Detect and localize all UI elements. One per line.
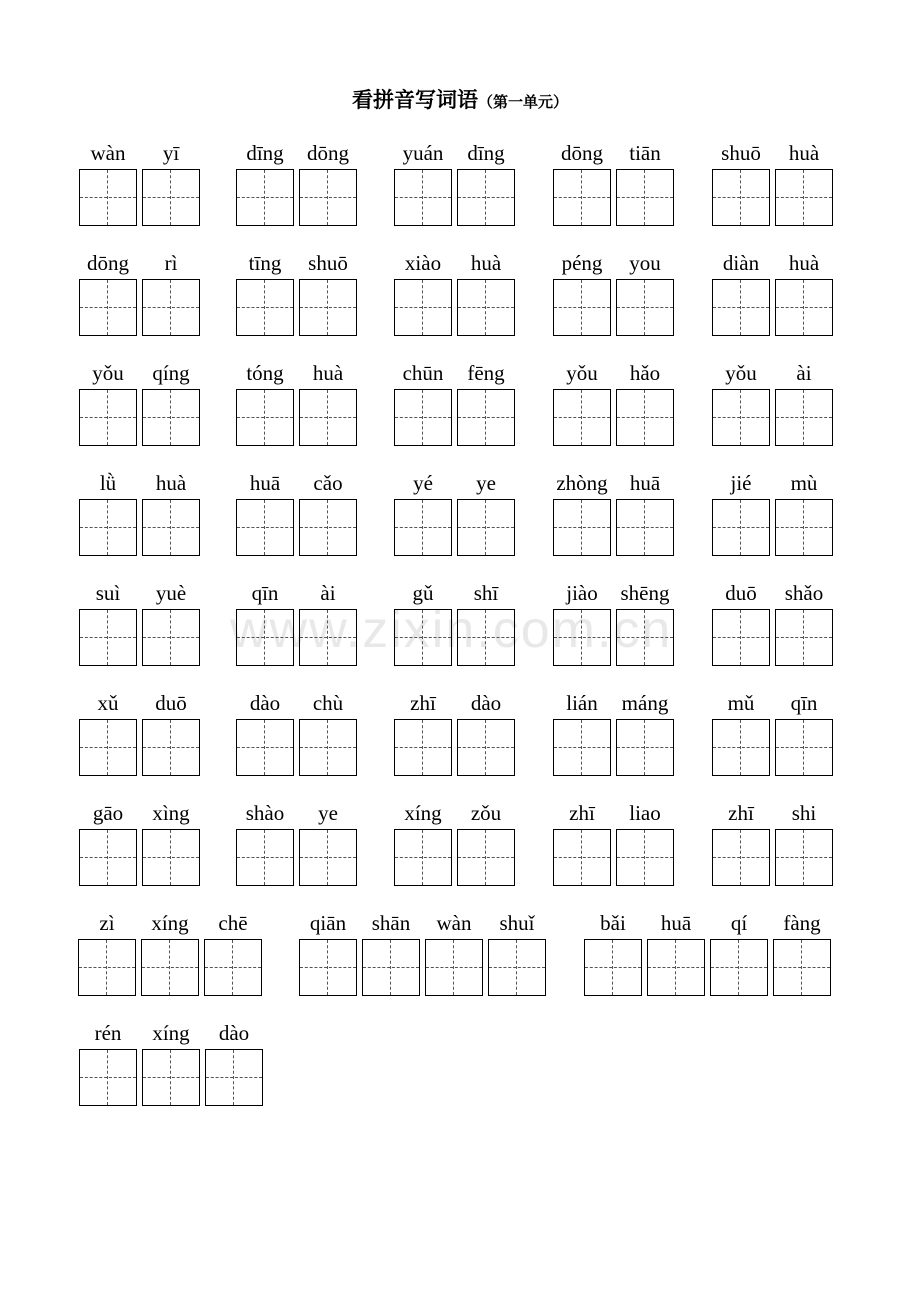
pinyin-label: yǒu <box>92 361 124 385</box>
tianzige-box[interactable] <box>647 939 705 996</box>
tianzige-box[interactable] <box>394 499 452 556</box>
guide-line-horizontal <box>237 637 293 638</box>
pinyin-label: tīng <box>248 251 282 275</box>
guide-line-horizontal <box>205 967 261 968</box>
pinyin-label: dōng <box>307 141 349 165</box>
guide-line-horizontal <box>617 307 673 308</box>
tianzige-box[interactable] <box>616 719 674 776</box>
tianzige-box[interactable] <box>79 719 137 776</box>
guide-line-horizontal <box>776 527 832 528</box>
pinyin-label: wàn <box>436 911 472 935</box>
pinyin-label: yī <box>162 141 180 165</box>
guide-line-horizontal <box>617 637 673 638</box>
pinyin-label: gāo <box>92 801 124 825</box>
tianzige-box[interactable] <box>141 939 199 996</box>
tianzige-box[interactable] <box>236 499 294 556</box>
guide-line-horizontal <box>395 747 451 748</box>
tianzige-box[interactable] <box>425 939 483 996</box>
tianzige-box[interactable] <box>712 719 770 776</box>
pinyin-label: chē <box>218 911 248 935</box>
tianzige-box[interactable] <box>394 279 452 336</box>
tianzige-box[interactable] <box>142 499 200 556</box>
guide-line-horizontal <box>458 197 514 198</box>
guide-line-horizontal <box>776 307 832 308</box>
tianzige-box[interactable] <box>142 829 200 886</box>
guide-line-horizontal <box>143 857 199 858</box>
pinyin-label: tiān <box>629 141 661 165</box>
tianzige-box[interactable] <box>553 169 611 226</box>
guide-line-horizontal <box>713 197 769 198</box>
guide-line-horizontal <box>143 307 199 308</box>
tianzige-box[interactable] <box>775 389 833 446</box>
guide-line-horizontal <box>395 197 451 198</box>
pinyin-label: huà <box>788 141 820 165</box>
tianzige-box[interactable] <box>553 829 611 886</box>
guide-line-horizontal <box>237 527 293 528</box>
tianzige-box[interactable] <box>204 939 262 996</box>
guide-line-horizontal <box>426 967 482 968</box>
pinyin-label: xiào <box>404 251 442 275</box>
pinyin-label: yuán <box>402 141 444 165</box>
pinyin-label: gǔ <box>412 581 434 605</box>
tianzige-box[interactable] <box>710 939 768 996</box>
tianzige-box[interactable] <box>236 609 294 666</box>
tianzige-box[interactable] <box>362 939 420 996</box>
pinyin-label: yǒu <box>566 361 598 385</box>
guide-line-horizontal <box>776 857 832 858</box>
tianzige-box[interactable] <box>775 169 833 226</box>
pinyin-label: fēng <box>467 361 505 385</box>
tianzige-box[interactable] <box>394 389 452 446</box>
pinyin-label: huà <box>312 361 344 385</box>
pinyin-label: you <box>629 251 661 275</box>
guide-line-horizontal <box>80 197 136 198</box>
guide-line-horizontal <box>395 527 451 528</box>
pinyin-label: zhī <box>569 801 595 825</box>
guide-line-horizontal <box>237 417 293 418</box>
pinyin-label: jiào <box>566 581 598 605</box>
tianzige-box[interactable] <box>775 279 833 336</box>
pinyin-label: duō <box>725 581 757 605</box>
tianzige-box[interactable] <box>394 169 452 226</box>
tianzige-box[interactable] <box>299 389 357 446</box>
guide-line-horizontal <box>395 417 451 418</box>
pinyin-label: shuō <box>308 251 348 275</box>
pinyin-label: liao <box>629 801 661 825</box>
pinyin-label: dào <box>470 691 502 715</box>
tianzige-box[interactable] <box>79 499 137 556</box>
guide-line-horizontal <box>237 197 293 198</box>
tianzige-box[interactable] <box>457 389 515 446</box>
tianzige-box[interactable] <box>457 609 515 666</box>
pinyin-label: dīng <box>246 141 284 165</box>
guide-line-horizontal <box>713 307 769 308</box>
pinyin-label: zhī <box>410 691 436 715</box>
tianzige-box[interactable] <box>616 609 674 666</box>
title-main: 看拼音写词语 <box>351 87 478 112</box>
pinyin-label: rén <box>94 1021 122 1045</box>
tianzige-box[interactable] <box>236 829 294 886</box>
tianzige-box[interactable] <box>299 719 357 776</box>
guide-line-horizontal <box>458 307 514 308</box>
pinyin-label: rì <box>164 251 178 275</box>
guide-line-horizontal <box>143 747 199 748</box>
tianzige-box[interactable] <box>236 169 294 226</box>
pinyin-label: ye <box>476 471 496 495</box>
guide-line-horizontal <box>300 197 356 198</box>
pinyin-label: jié <box>730 471 752 495</box>
tianzige-box[interactable] <box>394 609 452 666</box>
tianzige-box[interactable] <box>236 719 294 776</box>
guide-line-horizontal <box>713 527 769 528</box>
pinyin-label: huà <box>155 471 187 495</box>
guide-line-horizontal <box>300 967 356 968</box>
title-unit: （第一单元） <box>477 93 568 111</box>
tianzige-box[interactable] <box>142 279 200 336</box>
pinyin-label: diàn <box>722 251 760 275</box>
pinyin-label: xíng <box>151 911 189 935</box>
pinyin-label: chūn <box>402 361 444 385</box>
pinyin-label: yé <box>413 471 433 495</box>
tianzige-box[interactable] <box>553 389 611 446</box>
guide-line-horizontal <box>143 637 199 638</box>
pinyin-label: zhòng <box>556 471 608 495</box>
tianzige-box[interactable] <box>236 389 294 446</box>
guide-line-horizontal <box>458 747 514 748</box>
pinyin-label: bǎi <box>600 911 626 935</box>
tianzige-box[interactable] <box>712 829 770 886</box>
guide-line-horizontal <box>79 967 135 968</box>
tianzige-box[interactable] <box>394 719 452 776</box>
tianzige-box[interactable] <box>142 719 200 776</box>
pinyin-label: yǒu <box>725 361 757 385</box>
pinyin-label: ài <box>320 581 336 605</box>
tianzige-box[interactable] <box>712 609 770 666</box>
tianzige-box[interactable] <box>236 279 294 336</box>
pinyin-label: dào <box>249 691 281 715</box>
tianzige-box[interactable] <box>142 1049 200 1106</box>
tianzige-box[interactable] <box>205 1049 263 1106</box>
guide-line-horizontal <box>554 527 610 528</box>
guide-line-horizontal <box>142 967 198 968</box>
guide-line-horizontal <box>776 747 832 748</box>
guide-line-horizontal <box>713 637 769 638</box>
pinyin-label: xǔ <box>97 691 119 715</box>
pinyin-label: huà <box>470 251 502 275</box>
tianzige-box[interactable] <box>553 279 611 336</box>
tianzige-box[interactable] <box>142 169 200 226</box>
tianzige-box[interactable] <box>457 719 515 776</box>
tianzige-box[interactable] <box>299 939 357 996</box>
guide-line-horizontal <box>143 197 199 198</box>
tianzige-box[interactable] <box>79 169 137 226</box>
guide-line-horizontal <box>776 417 832 418</box>
guide-line-horizontal <box>363 967 419 968</box>
guide-line-horizontal <box>458 417 514 418</box>
guide-line-horizontal <box>554 307 610 308</box>
guide-line-horizontal <box>143 1077 199 1078</box>
guide-line-horizontal <box>648 967 704 968</box>
tianzige-box[interactable] <box>299 169 357 226</box>
pinyin-label: suì <box>95 581 121 605</box>
guide-line-horizontal <box>554 637 610 638</box>
pinyin-label: shēng <box>620 581 670 605</box>
guide-line-horizontal <box>458 857 514 858</box>
tianzige-box[interactable] <box>457 829 515 886</box>
guide-line-horizontal <box>80 417 136 418</box>
tianzige-box[interactable] <box>79 389 137 446</box>
pinyin-label: xíng <box>404 801 442 825</box>
guide-line-horizontal <box>300 527 356 528</box>
guide-line-horizontal <box>713 857 769 858</box>
guide-line-horizontal <box>395 307 451 308</box>
pinyin-label: xìng <box>152 801 190 825</box>
tianzige-box[interactable] <box>775 609 833 666</box>
page-title <box>0 84 920 114</box>
pinyin-label: huā <box>629 471 661 495</box>
tianzige-box[interactable] <box>457 499 515 556</box>
pinyin-label: cǎo <box>313 471 343 495</box>
tianzige-box[interactable] <box>488 939 546 996</box>
tianzige-box[interactable] <box>553 719 611 776</box>
guide-line-horizontal <box>300 637 356 638</box>
guide-line-horizontal <box>489 967 545 968</box>
tianzige-box[interactable] <box>299 829 357 886</box>
pinyin-label: fàng <box>783 911 821 935</box>
pinyin-label: dōng <box>561 141 603 165</box>
pinyin-label: zì <box>99 911 115 935</box>
pinyin-label: péng <box>561 251 603 275</box>
guide-line-horizontal <box>774 967 830 968</box>
pinyin-label: huà <box>788 251 820 275</box>
guide-line-horizontal <box>80 307 136 308</box>
watermark: www.zixin.com.cn <box>230 601 673 659</box>
pinyin-label: xíng <box>152 1021 190 1045</box>
pinyin-label: shǎo <box>784 581 824 605</box>
tianzige-box[interactable] <box>79 279 137 336</box>
guide-line-horizontal <box>617 197 673 198</box>
guide-line-horizontal <box>617 417 673 418</box>
pinyin-label: dōng <box>87 251 129 275</box>
tianzige-box[interactable] <box>299 279 357 336</box>
tianzige-box[interactable] <box>584 939 642 996</box>
pinyin-label: mù <box>790 471 818 495</box>
guide-line-horizontal <box>713 417 769 418</box>
guide-line-horizontal <box>300 307 356 308</box>
guide-line-horizontal <box>206 1077 262 1078</box>
pinyin-label: wàn <box>90 141 126 165</box>
tianzige-box[interactable] <box>712 499 770 556</box>
tianzige-box[interactable] <box>712 169 770 226</box>
tianzige-box[interactable] <box>616 279 674 336</box>
pinyin-label: shi <box>791 801 817 825</box>
guide-line-horizontal <box>395 857 451 858</box>
guide-line-horizontal <box>237 857 293 858</box>
tianzige-box[interactable] <box>616 499 674 556</box>
pinyin-label: shuō <box>721 141 761 165</box>
tianzige-box[interactable] <box>79 829 137 886</box>
guide-line-horizontal <box>617 857 673 858</box>
guide-line-horizontal <box>776 637 832 638</box>
tianzige-box[interactable] <box>299 499 357 556</box>
guide-line-horizontal <box>300 857 356 858</box>
tianzige-box[interactable] <box>712 389 770 446</box>
pinyin-label: dào <box>218 1021 250 1045</box>
guide-line-horizontal <box>585 967 641 968</box>
pinyin-label: hǎo <box>629 361 661 385</box>
tianzige-box[interactable] <box>142 389 200 446</box>
tianzige-box[interactable] <box>457 169 515 226</box>
tianzige-box[interactable] <box>775 499 833 556</box>
tianzige-box[interactable] <box>775 829 833 886</box>
tianzige-box[interactable] <box>79 1049 137 1106</box>
pinyin-label: shuǐ <box>499 911 535 935</box>
pinyin-label: duō <box>155 691 187 715</box>
tianzige-box[interactable] <box>775 719 833 776</box>
tianzige-box[interactable] <box>299 609 357 666</box>
guide-line-horizontal <box>80 637 136 638</box>
pinyin-label: yuè <box>155 581 187 605</box>
guide-line-horizontal <box>554 747 610 748</box>
tianzige-box[interactable] <box>457 279 515 336</box>
pinyin-label: dīng <box>467 141 505 165</box>
pinyin-label: máng <box>621 691 669 715</box>
tianzige-box[interactable] <box>773 939 831 996</box>
guide-line-horizontal <box>554 197 610 198</box>
tianzige-box[interactable] <box>616 169 674 226</box>
guide-line-horizontal <box>237 747 293 748</box>
pinyin-label: tóng <box>246 361 284 385</box>
pinyin-label: zǒu <box>470 801 502 825</box>
tianzige-box[interactable] <box>79 609 137 666</box>
pinyin-label: ye <box>318 801 338 825</box>
pinyin-label: zhī <box>728 801 754 825</box>
pinyin-label: shī <box>473 581 499 605</box>
guide-line-horizontal <box>554 417 610 418</box>
tianzige-box[interactable] <box>553 499 611 556</box>
tianzige-box[interactable] <box>553 609 611 666</box>
pinyin-label: shān <box>371 911 411 935</box>
tianzige-box[interactable] <box>616 829 674 886</box>
guide-line-horizontal <box>711 967 767 968</box>
guide-line-horizontal <box>80 527 136 528</box>
guide-line-horizontal <box>554 857 610 858</box>
pinyin-label: huā <box>660 911 692 935</box>
tianzige-box[interactable] <box>78 939 136 996</box>
tianzige-box[interactable] <box>712 279 770 336</box>
guide-line-horizontal <box>237 307 293 308</box>
tianzige-box[interactable] <box>142 609 200 666</box>
guide-line-horizontal <box>458 637 514 638</box>
guide-line-horizontal <box>300 747 356 748</box>
pinyin-label: chù <box>312 691 344 715</box>
pinyin-label: qí <box>730 911 748 935</box>
guide-line-horizontal <box>713 747 769 748</box>
guide-line-horizontal <box>300 417 356 418</box>
pinyin-label: huā <box>249 471 281 495</box>
guide-line-horizontal <box>80 1077 136 1078</box>
pinyin-label: qīn <box>251 581 279 605</box>
tianzige-box[interactable] <box>616 389 674 446</box>
guide-line-horizontal <box>80 747 136 748</box>
guide-line-horizontal <box>458 527 514 528</box>
pinyin-label: qīn <box>790 691 818 715</box>
guide-line-horizontal <box>776 197 832 198</box>
pinyin-label: shào <box>245 801 285 825</box>
guide-line-horizontal <box>617 527 673 528</box>
pinyin-label: lǜ <box>99 471 117 495</box>
guide-line-horizontal <box>617 747 673 748</box>
pinyin-label: mǔ <box>727 691 755 715</box>
guide-line-horizontal <box>143 527 199 528</box>
pinyin-label: qíng <box>152 361 190 385</box>
pinyin-label: qiān <box>309 911 347 935</box>
guide-line-horizontal <box>80 857 136 858</box>
pinyin-label: ài <box>796 361 812 385</box>
guide-line-horizontal <box>143 417 199 418</box>
guide-line-horizontal <box>395 637 451 638</box>
tianzige-box[interactable] <box>394 829 452 886</box>
pinyin-label: lián <box>566 691 598 715</box>
